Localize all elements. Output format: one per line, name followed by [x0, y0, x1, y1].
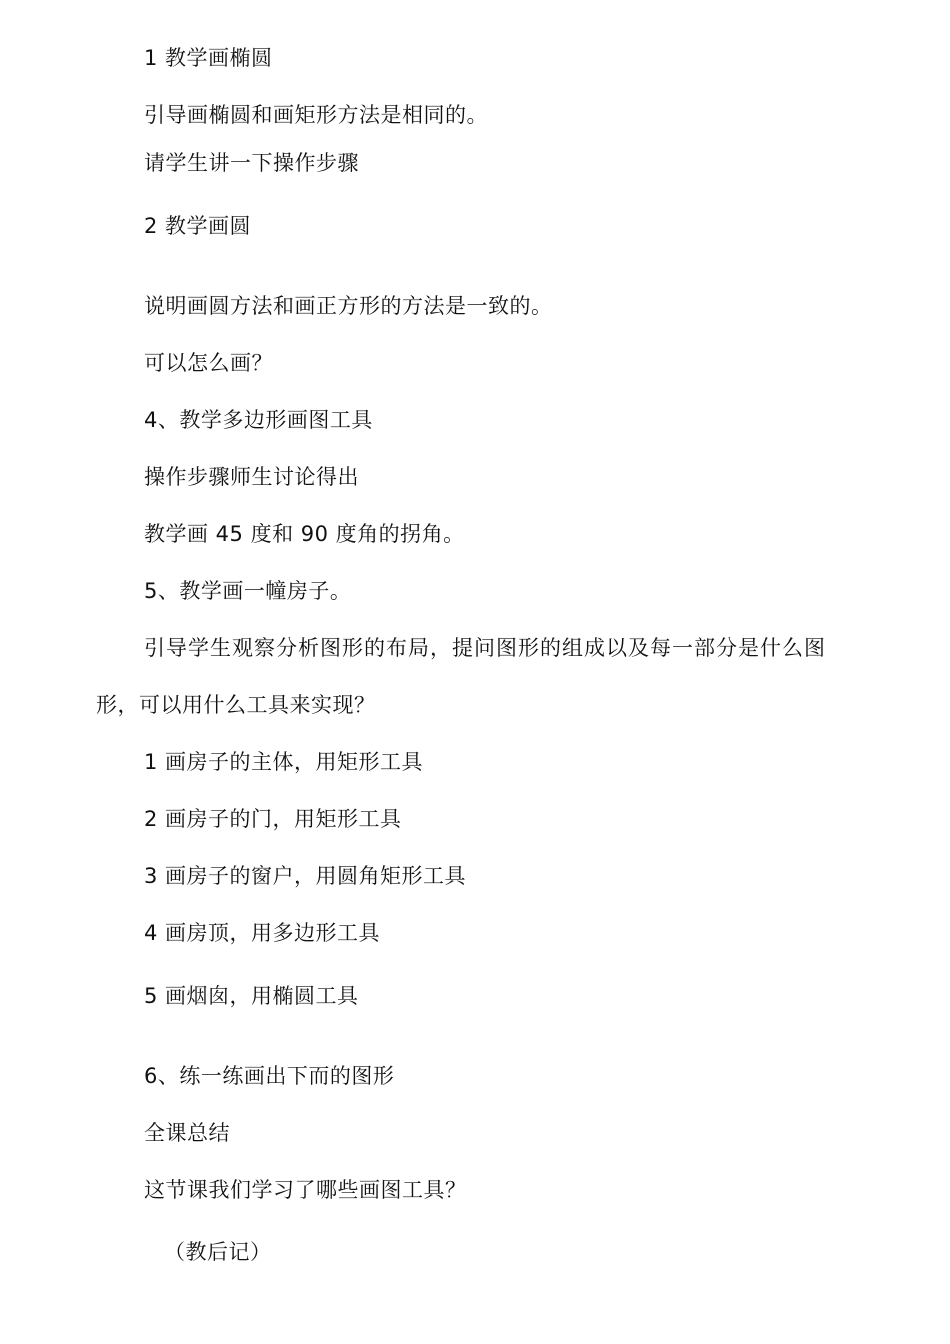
- list-item: 3 画房子的窗户，用圆角矩形工具: [144, 864, 467, 888]
- heading-polygon-tool: 4、教学多边形画图工具: [144, 408, 373, 432]
- paragraph-line: 引导画椭圆和画矩形方法是相同的。: [144, 103, 488, 127]
- heading-draw-ellipse: 1 教学画椭圆: [144, 46, 273, 70]
- heading-draw-circle: 2 教学画圆: [144, 214, 252, 238]
- paragraph-line: 引导学生观察分析图形的布局，提问图形的组成以及每一部分是什么图: [144, 636, 826, 660]
- list-item: 4 画房顶，用多边形工具: [144, 921, 381, 945]
- paragraph-line: 操作步骤师生讨论得出: [144, 465, 359, 489]
- post-lesson-notes: （教后记）: [164, 1240, 272, 1264]
- paragraph-line: 教学画 45 度和 90 度角的拐角。: [144, 522, 465, 546]
- heading-summary: 全课总结: [144, 1121, 230, 1145]
- paragraph-line: 形，可以用什么工具来实现？: [96, 693, 376, 717]
- list-item: 2 画房子的门，用矩形工具: [144, 807, 402, 831]
- paragraph-line: 说明画圆方法和画正方形的方法是一致的。: [144, 294, 553, 318]
- paragraph-line: 这节课我们学习了哪些画图工具？: [144, 1178, 467, 1202]
- paragraph-line: 请学生讲一下操作步骤: [144, 151, 359, 175]
- list-item: 1 画房子的主体，用矩形工具: [144, 750, 424, 774]
- heading-draw-house: 5、教学画一幢房子。: [144, 579, 352, 603]
- heading-practice: 6、练一练画出下而的图形: [144, 1064, 395, 1088]
- list-item: 5 画烟囱，用椭圆工具: [144, 984, 359, 1008]
- paragraph-line: 可以怎么画？: [144, 351, 273, 375]
